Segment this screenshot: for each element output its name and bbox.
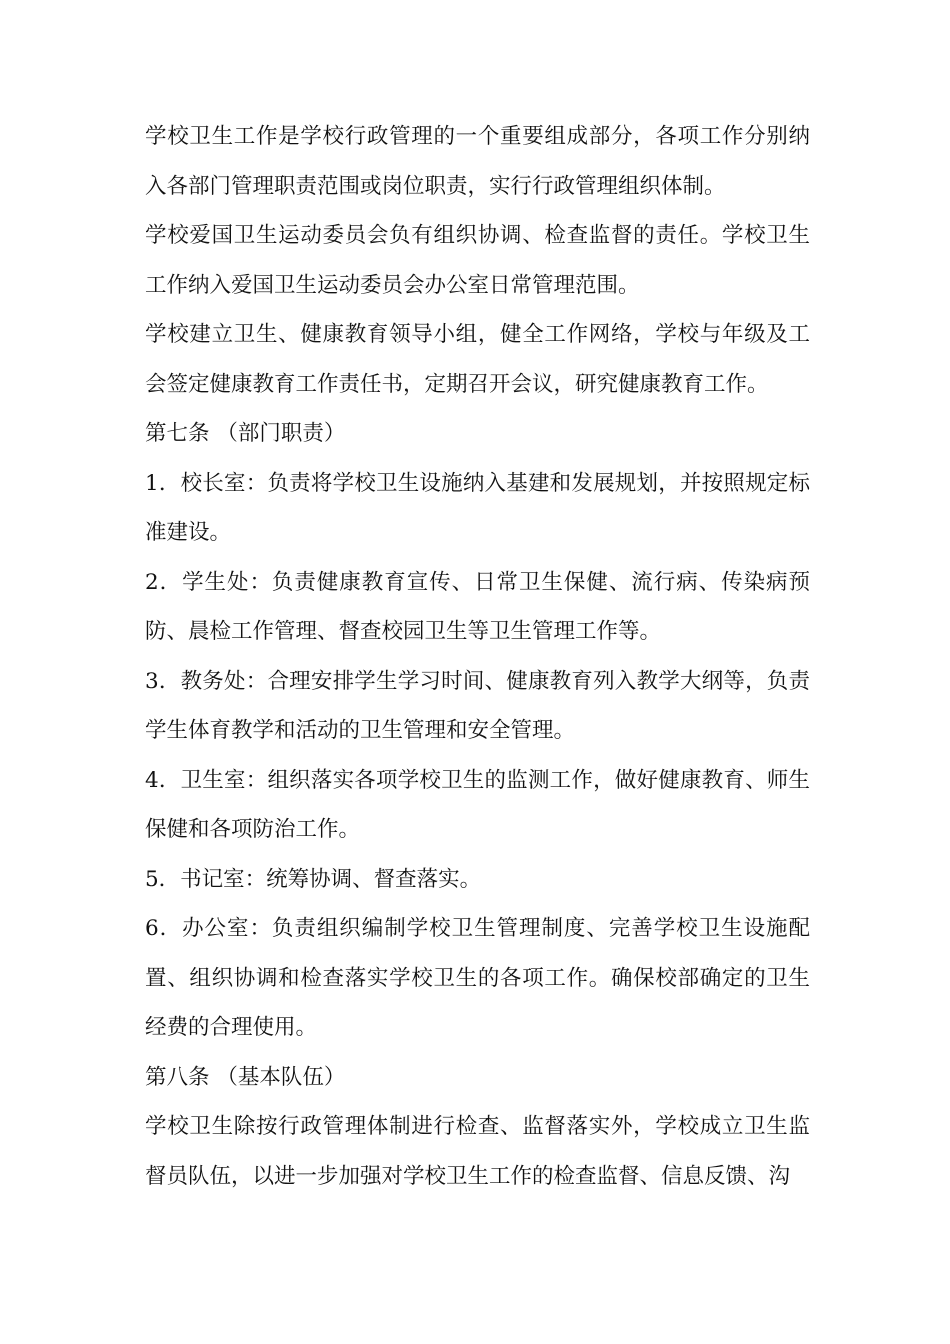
duty-item-3: 3．教务处：合理安排学生学习时间、健康教育列入教学大纲等，负责学生体育教学和活动的卫生管理和安全管理。 [145, 668, 810, 743]
duty-item-5: 5．书记室：统筹协调、督查落实。 [145, 866, 482, 892]
duty-item-4: 4．卫生室：组织落实各项学校卫生的监测工作，做好健康教育、师生保健和各项防治工作。 [145, 767, 810, 842]
article-8-heading: 第八条 （基本队伍） [145, 1064, 346, 1090]
paragraph-intro-2: 学校爱国卫生运动委员会负有组织协调、检查监督的责任。学校卫生工作纳入爱国卫生运动委员会办公室日常管理范围。 [145, 223, 810, 298]
paragraph-intro-1: 学校卫生工作是学校行政管理的一个重要组成部分，各项工作分别纳入各部门管理职责范围或岗位职责，实行行政管理组织体制。 [145, 124, 810, 199]
paragraph-intro-3: 学校建立卫生、健康教育领导小组，健全工作网络，学校与年级及工会签定健康教育工作责任书，定期召开会议，研究健康教育工作。 [145, 322, 810, 397]
duty-item-1: 1．校长室：负责将学校卫生设施纳入基建和发展规划，并按照规定标准建设。 [145, 470, 810, 545]
paragraph-team: 学校卫生除按行政管理体制进行检查、监督落实外，学校成立卫生监督员队伍，以进一步加强对学校卫生工作的检查监督、信息反馈、沟 [145, 1114, 810, 1189]
document-body [145, 112, 810, 1201]
article-7-heading: 第七条 （部门职责） [145, 421, 346, 446]
duty-item-2: 2．学生处：负责健康教育宣传、日常卫生保健、流行病、传染病预防、晨检工作管理、督查校园卫生等卫生管理工作等。 [145, 569, 810, 644]
duty-item-6: 6．办公室：负责组织编制学校卫生管理制度、完善学校卫生设施配置、组织协调和检查落实学校卫生的各项工作。确保校部确定的卫生经费的合理使用。 [145, 916, 810, 1040]
